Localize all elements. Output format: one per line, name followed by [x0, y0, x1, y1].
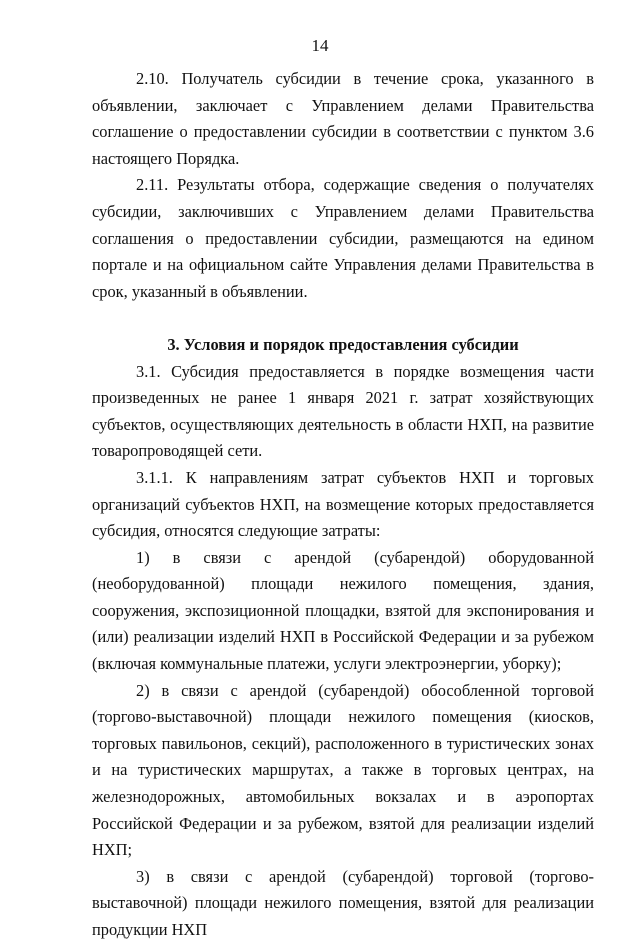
document-body: [92, 66, 594, 944]
list-item-2: 2) в связи с арендой (субарендой) обособленной торговой (торгово-выставочной) площади нежилого помещения (киосков, торговых павильонов, секций), расположенного в туристических зонах и на туристических маршрутах, а также в торговых центрах, на железнодорожных, автомобильных вокзалах и в аэропортах Российской Федерации и за рубежом, взятой для реализации изделий НХП;: [92, 680, 594, 860]
blank-line: [92, 305, 594, 332]
paragraph-2-11: 2.11. Результаты отбора, содержащие сведения о получателях субсидии, заключивших с Управлением делами Правительства соглашения о предоставлении субсидии, размещаются на едином портале и на официальном сайте Управления делами Правительства в срок, указанный в объявлении.: [92, 175, 594, 301]
paragraph-3-1-1: 3.1.1. К направлениям затрат субъектов НХП и торговых организаций субъектов НХП, на возмещение которых предоставляется субсидия, относятся следующие затраты:: [92, 467, 594, 541]
page-number: 14: [311, 36, 329, 55]
section-heading: 3. Условия и порядок предоставления субсидии: [167, 334, 519, 354]
paragraph-2-10: 2.10. Получатель субсидии в течение срока, указанного в объявлении, заключает с Управлением делами Правительства соглашение о предоставлении субсидии в соответствии с пунктом 3.6 настоящего Порядка.: [92, 69, 594, 168]
paragraph-3-1: 3.1. Субсидия предоставляется в порядке возмещения части произведенных не ранее 1 января 2021 г. затрат хозяйствующих субъектов, осуществляющих деятельность в области НХП, на развитие товаропроводящей сети.: [92, 361, 594, 461]
list-item-3: 3) в связи с арендой (субарендой) торговой (торгово-выставочной) площади нежилого помещения, взятой для реализации продукции НХП: [92, 866, 594, 939]
list-item-1: 1) в связи с арендой (субарендой) оборудованной (необорудованной) площади нежилого помещения, здания, сооружения, экспозиционной площадки, взятой для экспонирования и (или) реализации изделий НХП в Российской Федерации и за рубежом (включая коммунальные платежи, услуги электроэнергии, уборку);: [92, 547, 594, 674]
